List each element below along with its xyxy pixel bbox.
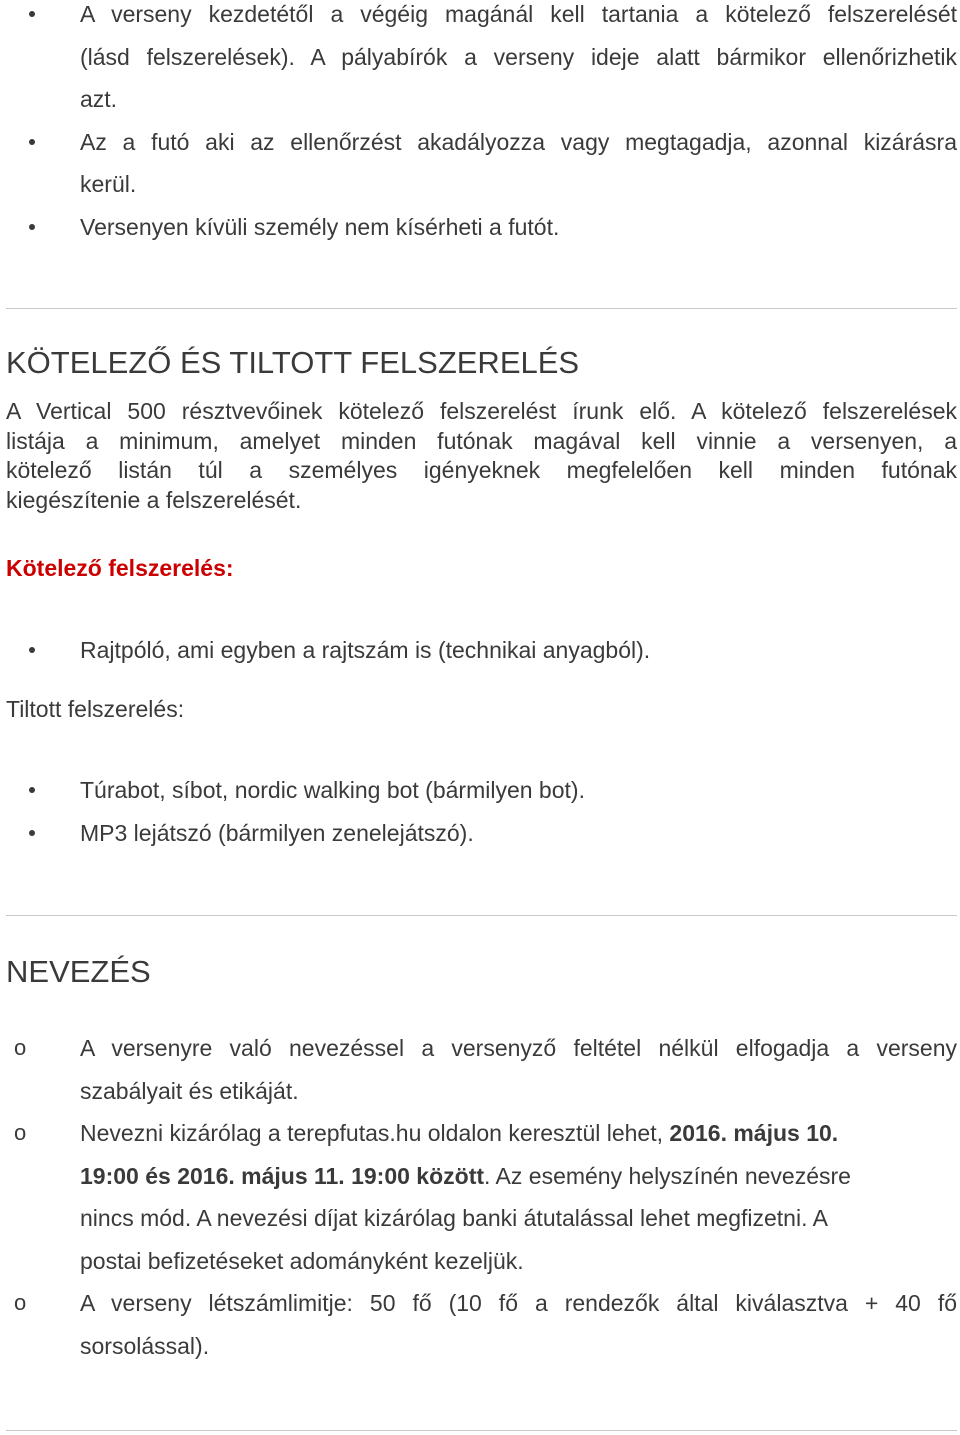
mandatory-equipment-label: Kötelező felszerelés: [6,555,234,581]
registration-start-date: 2016. május 10. [669,1120,839,1146]
forbidden-equipment-label: Tiltott felszerelés: [6,696,185,722]
forbidden-equipment-list [6,769,957,854]
list-item-continuation: azt. [80,86,118,112]
list-item: Rajtpóló, ami egyben a rajtszám is (technikai anyagból). [6,629,957,672]
list-item: MP3 lejátszó (bármilyen zenelejátszó). [6,812,957,855]
section-divider [6,308,957,309]
registration-line: o Nevezni kizárólag a terepfutas.hu oldalon keresztül lehet, 2016. május 10. [80,1120,839,1146]
list-item: o A versenyre való nevezéssel a versenyző feltétel nélkül elfogadja a verseny szabályait és etikáját. [6,1027,957,1112]
list-item-continuation: kerül. [80,171,137,197]
section-divider [6,915,957,916]
rules-list-block [6,0,957,248]
list-item: Túrabot, síbot, nordic walking bot (bármilyen bot). [6,769,957,812]
registration-line: 19:00 és 2016. május 11. 19:00 között. Az esemény helyszínén nevezésre [80,1162,851,1189]
section-heading-registration: NEVEZÉS [6,954,151,989]
list-item: o A verseny létszámlimitje: 50 fő (10 fő a rendezők által kiválasztva + 40 fő sorsolással). [6,1282,957,1367]
list-item-continuation: (lásd felszerelések). A pályabírók a verseny ideje alatt bármikor ellenőrizhetik [80,43,957,70]
registration-block [6,1027,957,1367]
rules-list [6,0,957,248]
list-item: o Nevezni kizárólag a terepfutas.hu oldalon keresztül lehet, 2016. május 10. 19:00 és 2016. május 11. 19:00 között. Az esemény helyszínén nevezésre nincs mód. A nevezési díjat kizárólag banki átutalással lehet megfizetni. A postai befizetéseket adományként kezeljük. [6,1112,957,1282]
section-heading-equipment: KÖTELEZŐ ÉS TILTOTT FELSZERELÉS [6,345,580,380]
section-divider [6,1430,957,1431]
equipment-intro: A Vertical 500 résztvevőinek kötelező felszerelést írunk elő. A kötelező felszerelések listája a minimum, amelyet minden futónak magával kell vinnie a versenyen, a kötelező listán túl a személyes igényeknek megfelelően kell minden futónak kiegészítenie a felszerelését. [6,398,957,513]
mandatory-equipment-list [6,629,957,672]
list-item: Az a futó aki az ellenőrzést akadályozza vagy megtagadja, azonnal kizárásra [6,121,957,164]
registration-list [6,1027,957,1367]
mandatory-equipment-block [6,629,957,672]
list-item: A verseny kezdetétől a végéig magánál kell tartania a kötelező felszerelését [6,0,957,36]
list-item: Versenyen kívüli személy nem kísérheti a futót. [6,206,957,249]
forbidden-equipment-block [6,769,957,854]
registration-period: 19:00 és 2016. május 11. 19:00 között [80,1162,485,1189]
